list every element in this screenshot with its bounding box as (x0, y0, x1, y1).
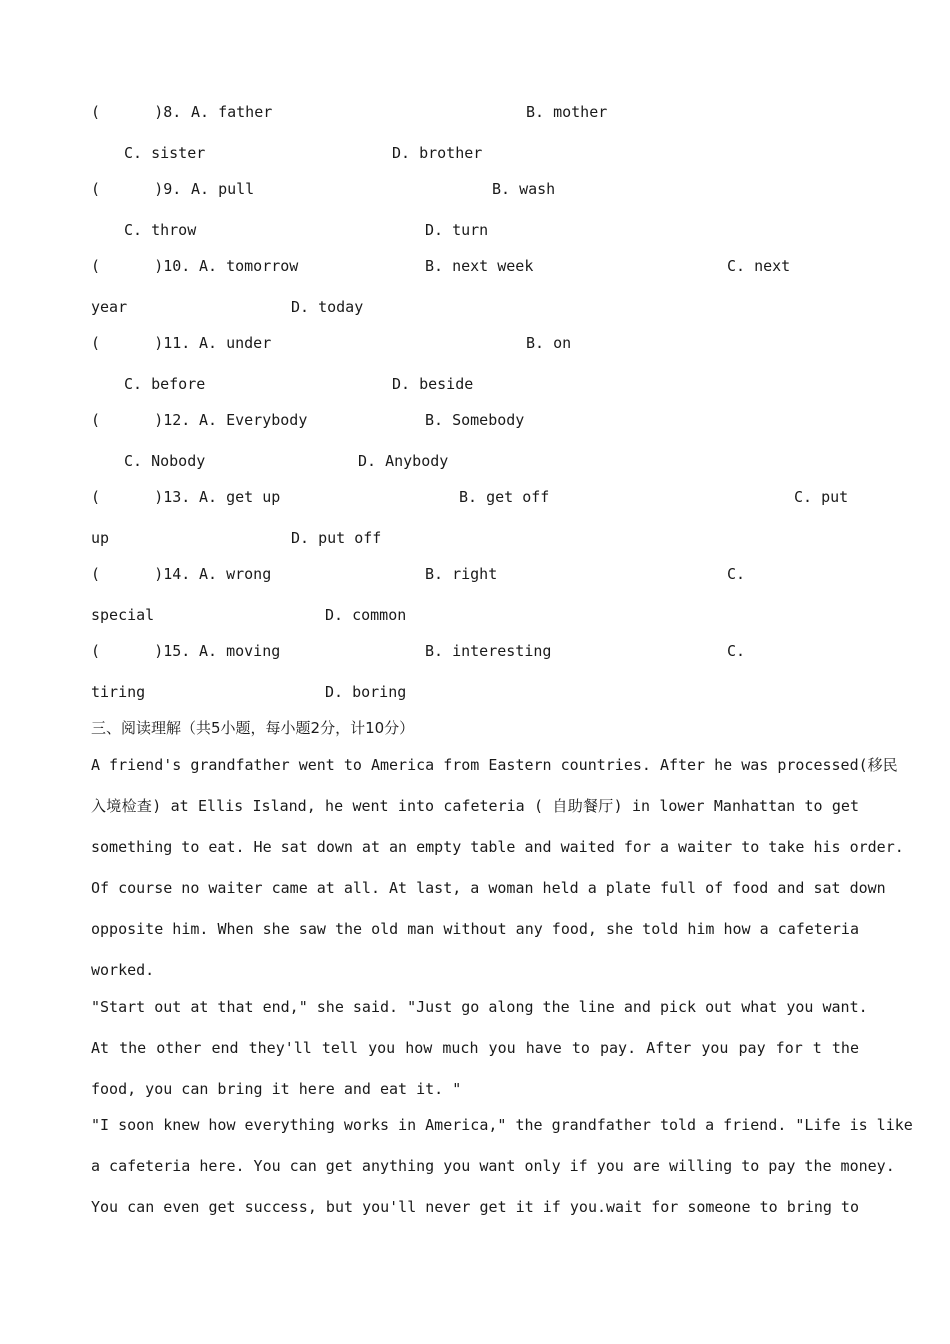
passage-line: "I soon knew how everything works in America," the grandfather told a friend. "Life is like (91, 1116, 913, 1134)
passage-line: opposite him. When she saw the old man without any food, she told him how a cafeteria (91, 920, 859, 938)
option-c: C. Nobody (124, 452, 206, 470)
option-c-continued: special (91, 606, 155, 624)
option-c: C. next (727, 257, 791, 275)
question-13-row (91, 486, 859, 508)
question-13-row-2 (91, 527, 859, 549)
option-a: A. under (199, 334, 272, 352)
question-11-row (91, 332, 859, 354)
option-a: A. pull (191, 180, 255, 198)
option-c-continued: up (91, 529, 110, 547)
option-d: D. put off (291, 529, 382, 547)
option-d: D. beside (392, 375, 474, 393)
option-c: C. before (124, 375, 206, 393)
question-number: ( )11. (91, 334, 191, 352)
question-9-row-2 (91, 219, 859, 241)
option-b: B. right (425, 565, 498, 583)
question-number: ( )12. (91, 411, 191, 429)
question-15-row (91, 640, 859, 662)
option-b: B. next week (425, 257, 534, 275)
option-a: A. tomorrow (199, 257, 299, 275)
option-c: C. put (794, 488, 849, 506)
option-b: B. Somebody (425, 411, 525, 429)
passage-line: A friend's grandfather went to America from Eastern countries. After he was processed(移民 (91, 756, 898, 774)
question-10-row (91, 255, 859, 277)
passage-line: worked. (91, 961, 155, 979)
question-8-row-2 (91, 142, 859, 164)
option-b: B. wash (492, 180, 556, 198)
passage-line: food, you can bring it here and eat it. " (91, 1080, 462, 1098)
question-14-row-2 (91, 604, 859, 626)
question-number: ( )10. (91, 257, 191, 275)
option-a: A. moving (199, 642, 281, 660)
option-c: C. (727, 642, 746, 660)
passage-line: a cafeteria here. You can get anything you want only if you are willing to pay the money. (91, 1157, 895, 1175)
question-9-row (91, 178, 859, 200)
option-c: C. (727, 565, 746, 583)
option-d: D. common (325, 606, 407, 624)
passage-line: You can even get success, but you'll never get it if you.wait for someone to bring to (91, 1198, 859, 1216)
question-12-row (91, 409, 859, 431)
option-c: C. throw (124, 221, 197, 239)
question-number: ( )13. (91, 488, 191, 506)
question-number: ( )14. (91, 565, 191, 583)
option-a: A. father (191, 103, 273, 121)
question-10-row-2 (91, 296, 859, 318)
question-15-row-2 (91, 681, 859, 703)
option-c-continued: year (91, 298, 128, 316)
option-d: D. today (291, 298, 364, 316)
option-d: D. Anybody (358, 452, 449, 470)
passage-line: Of course no waiter came at all. At last, a woman held a plate full of food and sat down (91, 879, 886, 897)
option-d: D. boring (325, 683, 407, 701)
question-12-row-2 (91, 450, 859, 472)
question-number: ( )9. (91, 180, 182, 198)
option-a: A. wrong (199, 565, 272, 583)
option-a: A. Everybody (199, 411, 308, 429)
option-b: B. on (526, 334, 572, 352)
question-number: ( )15. (91, 642, 191, 660)
option-d: D. turn (425, 221, 489, 239)
passage-line: 入境检查) at Ellis Island, he went into cafeteria ( 自助餐厅) in lower Manhattan to get (91, 797, 859, 815)
passage-line: At the other end they'll tell you how much you have to pay. After you pay for t the (91, 1039, 859, 1057)
option-b: B. interesting (425, 642, 552, 660)
passage-line: "Start out at that end," she said. "Just go along the line and pick out what you want. (91, 998, 868, 1016)
question-14-row (91, 563, 859, 585)
question-number: ( )8. (91, 103, 182, 121)
option-d: D. brother (392, 144, 483, 162)
question-11-row-2 (91, 373, 859, 395)
option-b: B. mother (526, 103, 608, 121)
option-b: B. get off (459, 488, 550, 506)
option-c: C. sister (124, 144, 206, 162)
option-c-continued: tiring (91, 683, 146, 701)
passage-line: something to eat. He sat down at an empty table and waited for a waiter to take his order. (91, 838, 904, 856)
section-title: 三、阅读理解（共5小题，每小题2分，计10分） (91, 719, 415, 737)
option-a: A. get up (199, 488, 281, 506)
question-8-row (91, 101, 859, 123)
